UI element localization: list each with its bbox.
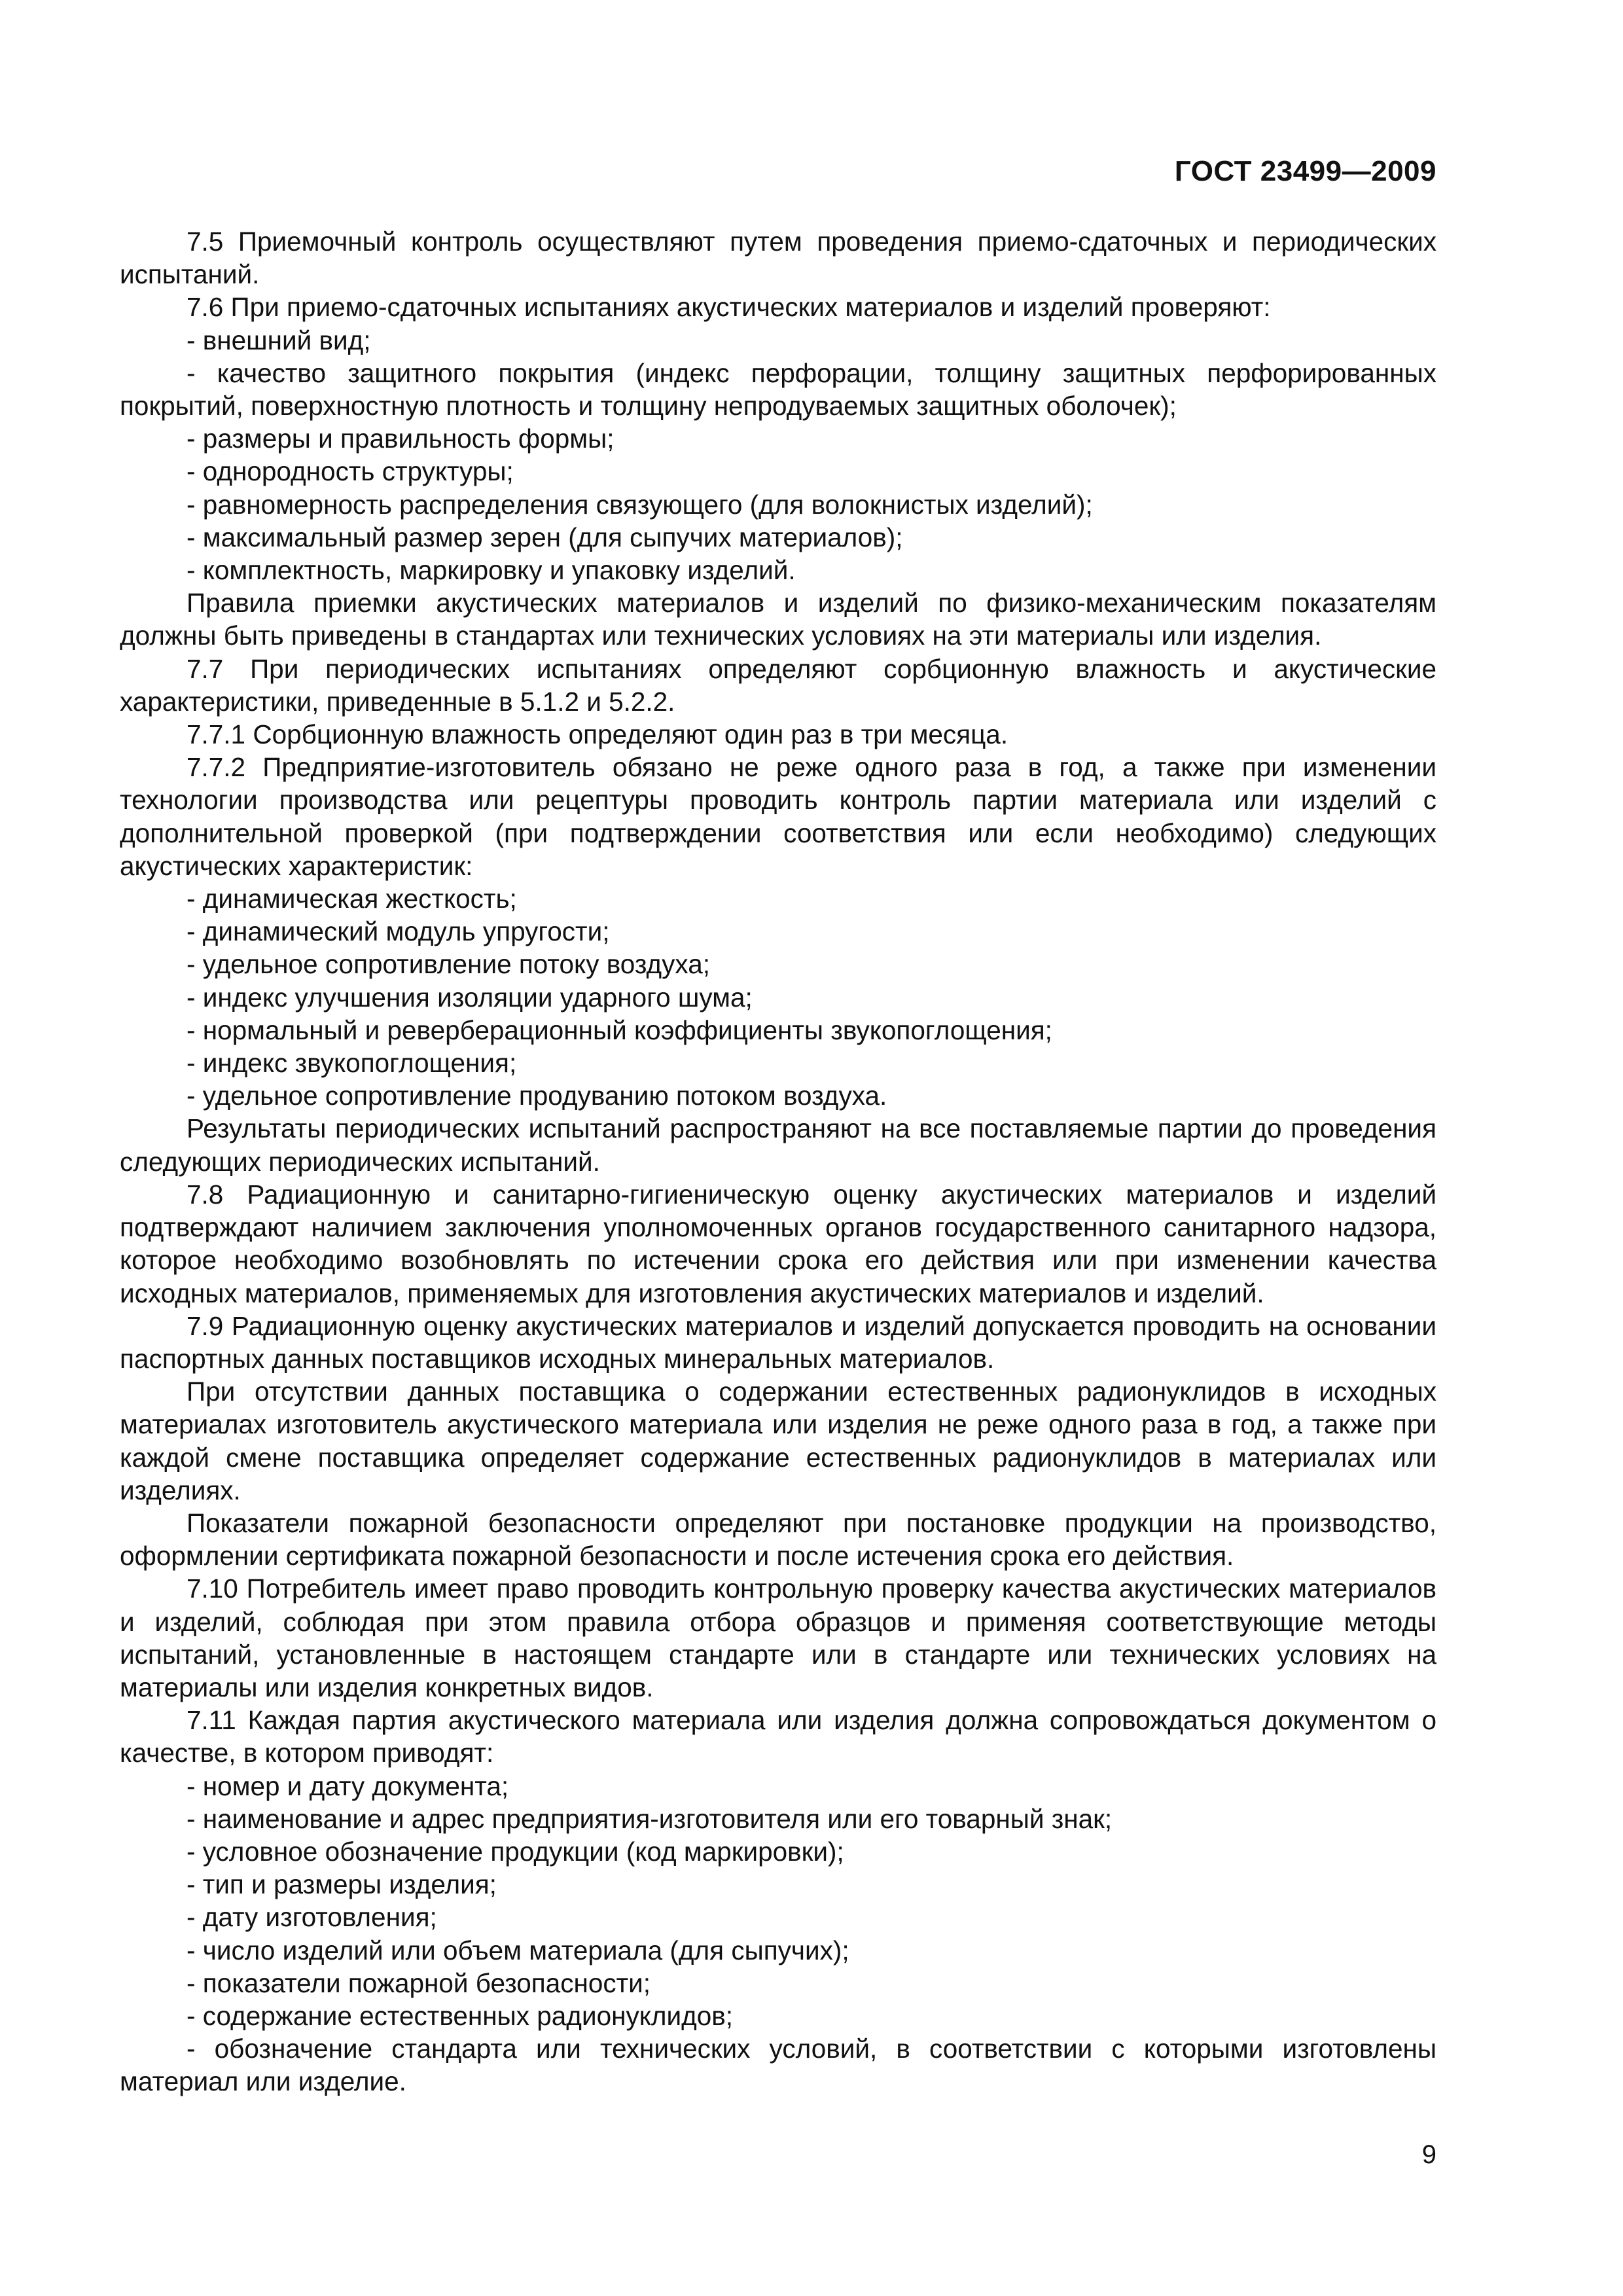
list-item: - удельное сопротивление продуванию потоком воздуха. bbox=[187, 1081, 887, 1111]
list-item: - наименование и адрес предприятия-изготовителя или его товарный знак; bbox=[187, 1803, 1113, 1834]
list-item: - содержание естественных радионуклидов; bbox=[187, 2000, 734, 2031]
list-item: - равномерность распределения связующего (для волокнистых изделий); bbox=[187, 489, 1093, 520]
list-item: - комплектность, маркировку и упаковку изделий. bbox=[187, 555, 796, 586]
list-item: - внешний вид; bbox=[187, 325, 371, 355]
paragraph: 7.9 Радиационную оценку акустических материалов и изделий допускается проводить на основании паспортных данных поставщиков исходных минеральных материалов. bbox=[120, 1310, 1436, 1374]
list-item: 7.7.1 Сорбционную влажность определяют один раз в три месяца. bbox=[187, 719, 1008, 750]
list-item: - показатели пожарной безопасности; bbox=[187, 1967, 651, 1998]
list-item: - индекс звукопоглощения; bbox=[187, 1048, 517, 1079]
paragraph: 7.11 Каждая партия акустического материала или изделия должна сопровождаться документом о качестве, в котором приводят: bbox=[120, 1705, 1436, 1768]
paragraph: - обозначение стандарта или технических условий, в соответствии с которыми изготовлены материал или изделие. bbox=[120, 2034, 1436, 2097]
paragraph: - качество защитного покрытия (индекс перфорации, толщину защитных перфорированных покрытий, поверхностную плотность и толщину непродуваемых защитных оболочек); bbox=[120, 357, 1436, 422]
paragraph: 7.5 Приемочный контроль осуществляют путем проведения приемо-сдаточных и периодических испытаний. bbox=[120, 226, 1436, 290]
paragraph: При отсутствии данных поставщика о содержании естественных радионуклидов в исходных материалах изготовитель акустического материала или изделия не реже одного раза в год, а также при каждой смене поставщика определяет содержание естественных радионуклидов в материалах или изделиях. bbox=[120, 1376, 1436, 1505]
paragraph: 7.6 При приемо-сдаточных испытаниях акустических материалов и изделий проверяют: bbox=[187, 292, 1271, 323]
paragraph: Результаты периодических испытаний распространяют на все поставляемые партии до проведения следующих периодических испытаний. bbox=[120, 1113, 1436, 1177]
paragraph: 7.7 При периодических испытаниях определяют сорбционную влажность и акустические характеристики, приведенные в 5.1.2 и 5.2.2. bbox=[120, 653, 1436, 717]
paragraph: 7.8 Радиационную и санитарно-гигиеническую оценку акустических материалов и изделий подтверждают наличием заключения уполномоченных органов государственного санитарного надзора, которое необходимо возобновлять по истечении срока его действия или при изменении качества исходных материалов, применяемых для изготовления акустических материалов и изделий. bbox=[120, 1179, 1436, 1308]
list-item: - удельное сопротивление потоку воздуха; bbox=[187, 949, 710, 980]
list-item: - индекс улучшения изоляции ударного шума; bbox=[187, 982, 753, 1013]
list-item: - динамический модуль упругости; bbox=[187, 916, 610, 947]
paragraph: Показатели пожарной безопасности определяют при постановке продукции на производство, оформлении сертификата пожарной безопасности и после истечения срока его действия. bbox=[120, 1507, 1436, 1571]
list-item: - максимальный размер зерен (для сыпучих материалов); bbox=[187, 522, 903, 552]
list-item: - размеры и правильность формы; bbox=[187, 423, 615, 454]
standard-code-header: ГОСТ 23499—2009 bbox=[1174, 155, 1436, 187]
list-item: - однородность структуры; bbox=[187, 456, 514, 487]
list-item: - номер и дату документа; bbox=[187, 1770, 509, 1801]
document-body bbox=[120, 225, 1436, 2098]
paragraph: Правила приемки акустических материалов и изделий по физико-механическим показателям должны быть приведены в стандартах или технических условиях на эти материалы или изделия. bbox=[120, 588, 1436, 651]
page-number: 9 bbox=[1421, 2140, 1436, 2169]
paragraph: 7.7.2 Предприятие-изготовитель обязано не реже одного раза в год, а также при изменении технологии производства или рецептуры проводить контроль партии материала или изделий с дополнительной проверкой (при подтверждении соответствия или если необходимо) следующих акустических характеристик: bbox=[120, 752, 1436, 881]
list-item: - дату изготовления; bbox=[187, 1902, 437, 1933]
list-item: - число изделий или объем материала (для сыпучих); bbox=[187, 1935, 849, 1965]
list-item: - нормальный и реверберационный коэффициенты звукопоглощения; bbox=[187, 1014, 1052, 1045]
list-item: - тип и размеры изделия; bbox=[187, 1869, 497, 1900]
list-item: - динамическая жесткость; bbox=[187, 884, 517, 914]
list-item: - условное обозначение продукции (код маркировки); bbox=[187, 1836, 844, 1867]
paragraph: 7.10 Потребитель имеет право проводить контрольную проверку качества акустических материалов и изделий, соблюдая при этом правила отбора образцов и применяя соответствующие методы испытаний, установленные в настоящем стандарте или в стандарте или технических условиях на материалы или изделия конкретных видов. bbox=[120, 1573, 1436, 1702]
